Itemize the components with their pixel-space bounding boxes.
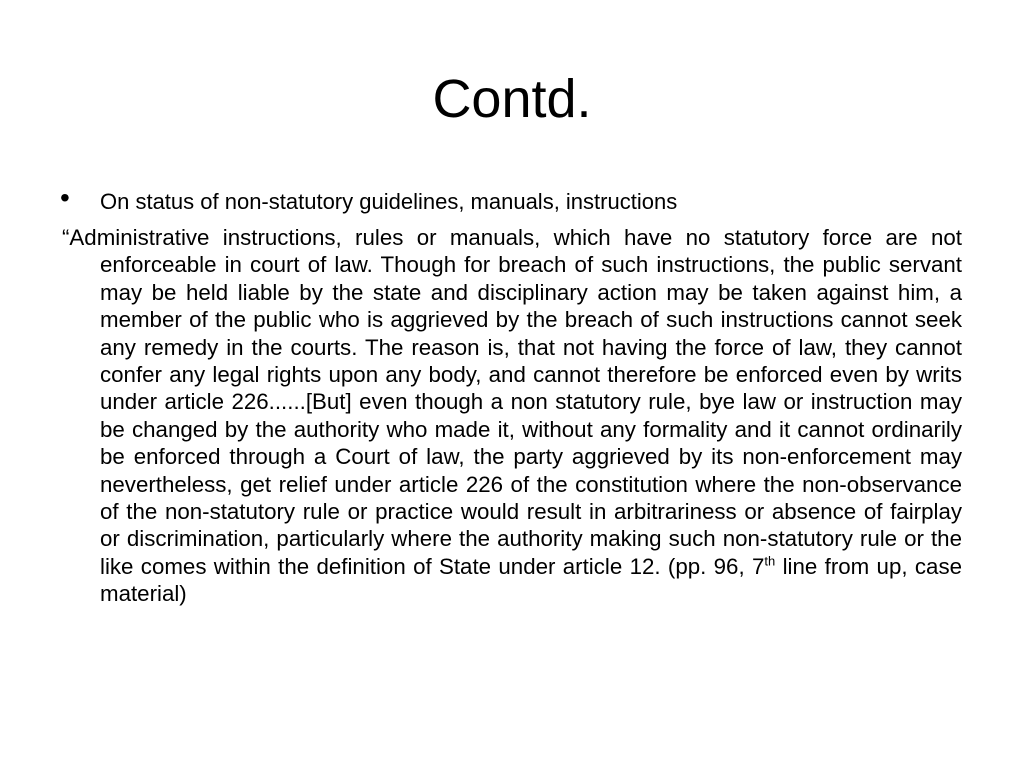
quote-main-text: “Administrative instructions, rules or manuals, which have no statutory force are not enforceable in court of law. Though for breach of such instructions, the public servant may be held liable by the state and disciplinary action may be taken against him, a member of the public who is aggrieved by the breach of such instructions cannot seek any remedy in the courts. The reason is, that not having the force of law, they cannot confer any legal rights upon any body, and cannot therefore be enforced even by writs under article 226......[But] even though a non statutory rule, bye law or instruction may be changed by the authority who made it, without any formality and it cannot ordinarily be enforced through a Court of law, the party aggrieved by its non-enforcement may nevertheless, get relief under article 226 of the constitution where the non-observance of the non-statutory rule or practice would result in arbitrariness or absence of fairplay or discrimination, particularly where the authority making such non-statutory rule or the like comes within the definition of State under article 12. (pp. 96, 7: [62, 225, 962, 579]
slide-title: Contd.: [432, 69, 592, 129]
quote-superscript: th: [764, 553, 776, 569]
bullet-dot-icon: •: [60, 182, 70, 213]
quote-paragraph: [62, 224, 962, 608]
bullet-text: On status of non-statutory guidelines, manuals, instructions: [100, 189, 678, 214]
quote-tail-text: line from up, case material): [100, 553, 962, 607]
